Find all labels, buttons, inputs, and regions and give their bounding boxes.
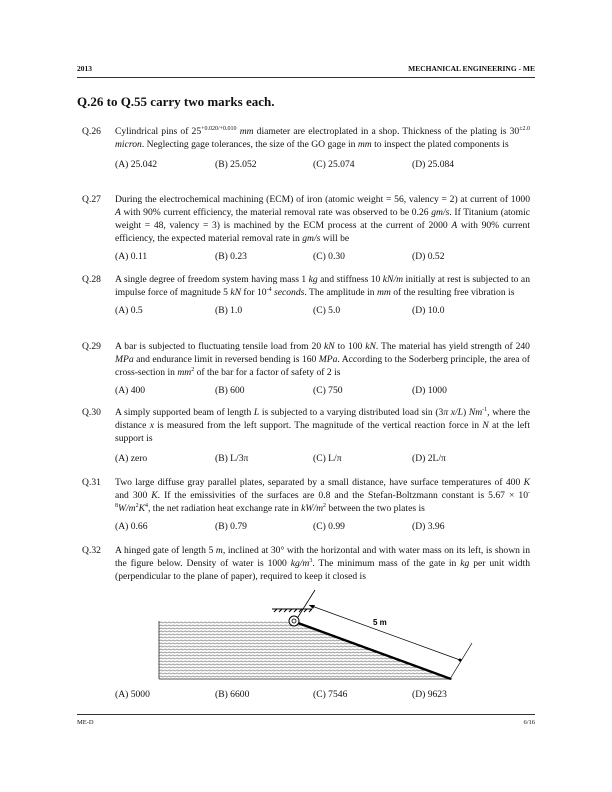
text-segment: mm	[376, 287, 391, 298]
text-segment: gm/s	[431, 207, 450, 218]
text-segment: . If the emissivities of the surfaces are 0.8 and the Stefan-Boltzmann constant is 5.67 × 10	[157, 490, 528, 501]
text-segment: kg/m	[290, 558, 310, 569]
text-segment: of the bar for a factor of safety of 2 is	[194, 367, 341, 378]
answer-option-a: (A) 0.11	[115, 251, 148, 262]
text-segment: W/m	[118, 503, 136, 514]
footer-code: ME-D	[77, 719, 94, 726]
answer-option-b: (B) 25.052	[215, 159, 257, 170]
text-segment: , the net radiation heat exchange rate in	[148, 503, 302, 514]
answer-option-d: (D) 2L/π	[412, 453, 446, 464]
answer-option-c: (C) L/π	[313, 453, 342, 464]
text-segment: kN	[324, 341, 335, 352]
text-segment: kW/m	[301, 503, 324, 514]
answer-option-a: (A) 0.5	[115, 305, 143, 316]
text-segment: with 90% current efficiency, the material removal rate was observed to be 0.26	[120, 207, 432, 218]
text-segment: kg	[460, 558, 470, 569]
text-segment: During the electrochemical machining (ECM) of iron (atomic weight = 56, valency = 2) at current of 1000	[115, 194, 530, 205]
text-segment: between the two plates is	[326, 503, 425, 514]
answer-option-c: (C) 7546	[313, 689, 348, 700]
text-segment: to 100	[334, 341, 366, 352]
text-segment: MPa	[318, 354, 338, 365]
text-segment: at the left support is	[115, 420, 530, 444]
text-segment: -8	[115, 489, 530, 509]
answer-option-c: (C) 750	[313, 385, 343, 396]
text-segment: is measured from the left support. The magnitude of the vertical reaction force in	[153, 420, 483, 431]
answer-option-a: (A) 0.66	[115, 521, 148, 532]
text-segment: and endurance limit in reversed bending is 160	[133, 354, 319, 365]
text-segment: Nm	[468, 407, 483, 418]
question-number: Q.28	[82, 274, 101, 285]
question-number: Q.32	[82, 545, 101, 556]
text-segment: mm	[236, 126, 254, 137]
text-segment: with 90% current efficiency, the expected material removal rate in	[115, 220, 530, 244]
answer-option-d: (D) 3.96	[412, 521, 445, 532]
text-segment: , inclined at 30° with the horizontal and with water mass on its left, is shown in the figure below. Density of water is 1000	[115, 545, 530, 569]
text-segment: to inspect the plated components is	[371, 139, 509, 150]
answer-option-d: (D) 25.084	[412, 159, 455, 170]
text-segment: A	[115, 207, 121, 218]
answer-option-b: (B) L/3π	[215, 453, 249, 464]
text-segment: kg	[308, 274, 318, 285]
question-number: Q.29	[82, 341, 101, 352]
text-segment: per unit width (perpendicular to the plane of paper), required to keep it closed is	[115, 558, 531, 582]
text-segment: of the resulting free vibration is	[390, 287, 515, 298]
text-segment: K	[151, 490, 158, 501]
text-segment: 2	[323, 502, 327, 509]
text-segment: A single degree of freedom system having mass 1	[115, 274, 309, 285]
text-segment: and 300	[115, 490, 152, 501]
text-segment: A bar is subjected to fluctuating tensile load from 20	[115, 341, 325, 352]
text-segment: A hinged gate of length 5	[115, 545, 216, 556]
text-segment: micron	[115, 139, 142, 150]
text-segment: . Neglecting gage tolerances, the size of the GO gage in	[141, 139, 358, 150]
text-segment: for 10	[241, 287, 267, 298]
text-segment: 3	[309, 557, 313, 564]
text-segment: mm	[177, 367, 192, 378]
text-segment: 2	[135, 502, 139, 509]
text-segment: mm	[357, 139, 372, 150]
text-segment: Two large diffuse gray parallel plates, separated by a small distance, have surface temperatures of 400	[115, 477, 524, 488]
text-segment: , where the distance	[115, 407, 530, 431]
text-segment: . The amplitude in	[304, 287, 377, 298]
header-year: 2013	[77, 64, 92, 73]
text-segment: . According to the Soderberg principle, the area of cross-section in	[115, 354, 530, 378]
answer-option-b: (B) 6600	[215, 689, 250, 700]
water-region	[159, 621, 450, 679]
text-segment: A simply supported beam of length	[115, 407, 254, 418]
answer-option-c: (C) 25.074	[313, 159, 355, 170]
text-segment: 4	[145, 502, 148, 509]
footer-rule	[77, 714, 535, 715]
text-segment: seconds	[271, 287, 305, 298]
text-segment: initially at rest is subjected to an impulse force of magnitude 5	[115, 274, 530, 298]
answer-option-d: (D) 9623	[412, 689, 447, 700]
text-segment: K	[138, 503, 145, 514]
text-segment: )	[463, 407, 469, 418]
section-title: Q.26 to Q.55 carry two marks each.	[77, 94, 275, 109]
answer-option-b: (B) 600	[215, 385, 245, 396]
text-segment: gm/s	[302, 233, 321, 244]
question-number: Q.27	[82, 194, 101, 205]
text-segment: -4	[266, 286, 272, 293]
gate-length-label: 5 m	[373, 618, 387, 627]
text-segment: and stiffness 10	[317, 274, 383, 285]
header-paper: MECHANICAL ENGINEERING - ME	[408, 64, 535, 73]
text-segment: . The minimum mass of the gate in	[312, 558, 461, 569]
question-number: Q.31	[82, 477, 101, 488]
answer-option-d: (D) 0.52	[412, 251, 445, 262]
text-segment: will be	[320, 233, 350, 244]
answer-option-c: (C) 0.99	[313, 521, 345, 532]
text-segment: kN	[230, 287, 242, 298]
text-segment: Cylindrical pins of 25	[115, 126, 202, 137]
text-segment: ±2.0	[519, 125, 530, 132]
answer-option-b: (B) 1.0	[215, 305, 243, 316]
footer-page: 6/16	[523, 719, 535, 726]
text-segment: K	[523, 477, 530, 488]
text-segment: N	[482, 420, 489, 431]
answer-option-b: (B) 0.23	[215, 251, 247, 262]
answer-option-c: (C) 0.30	[313, 251, 345, 262]
answer-option-a: (A) 5000	[115, 689, 150, 700]
text-segment: kN	[365, 341, 376, 352]
text-segment: MPa	[115, 354, 134, 365]
text-segment: kN/m	[382, 274, 404, 285]
text-segment: +0.020/+0.010	[201, 125, 237, 132]
text-segment: L	[253, 407, 260, 418]
text-segment: π x/L	[443, 407, 464, 418]
text-segment: -1	[482, 406, 488, 413]
question-number: Q.26	[82, 126, 101, 137]
answer-option-a: (A) 400	[115, 385, 146, 396]
text-segment: . The material has yield strength of 240	[375, 341, 530, 352]
text-segment: m	[215, 545, 223, 556]
question-number: Q.30	[82, 407, 101, 418]
text-segment: diameter are electroplated in a shop. Thickness of the plating is 30	[253, 126, 520, 137]
answer-option-a: (A) zero	[115, 453, 148, 464]
answer-option-a: (A) 25.042	[115, 159, 158, 170]
text-segment: 2	[191, 366, 195, 373]
text-segment: . If Titanium (atomic weight = 48, valency = 3) is machined by the ECM process at the current of 2000	[115, 207, 530, 231]
text-segment: A	[451, 220, 458, 231]
text-segment: x	[149, 420, 154, 431]
answer-option-b: (B) 0.79	[215, 521, 247, 532]
answer-option-d: (D) 10.0	[412, 305, 445, 316]
answer-option-c: (C) 5.0	[313, 305, 341, 316]
answer-option-d: (D) 1000	[412, 385, 447, 396]
text-segment: is subjected to a varying distributed load sin (3	[259, 407, 444, 418]
